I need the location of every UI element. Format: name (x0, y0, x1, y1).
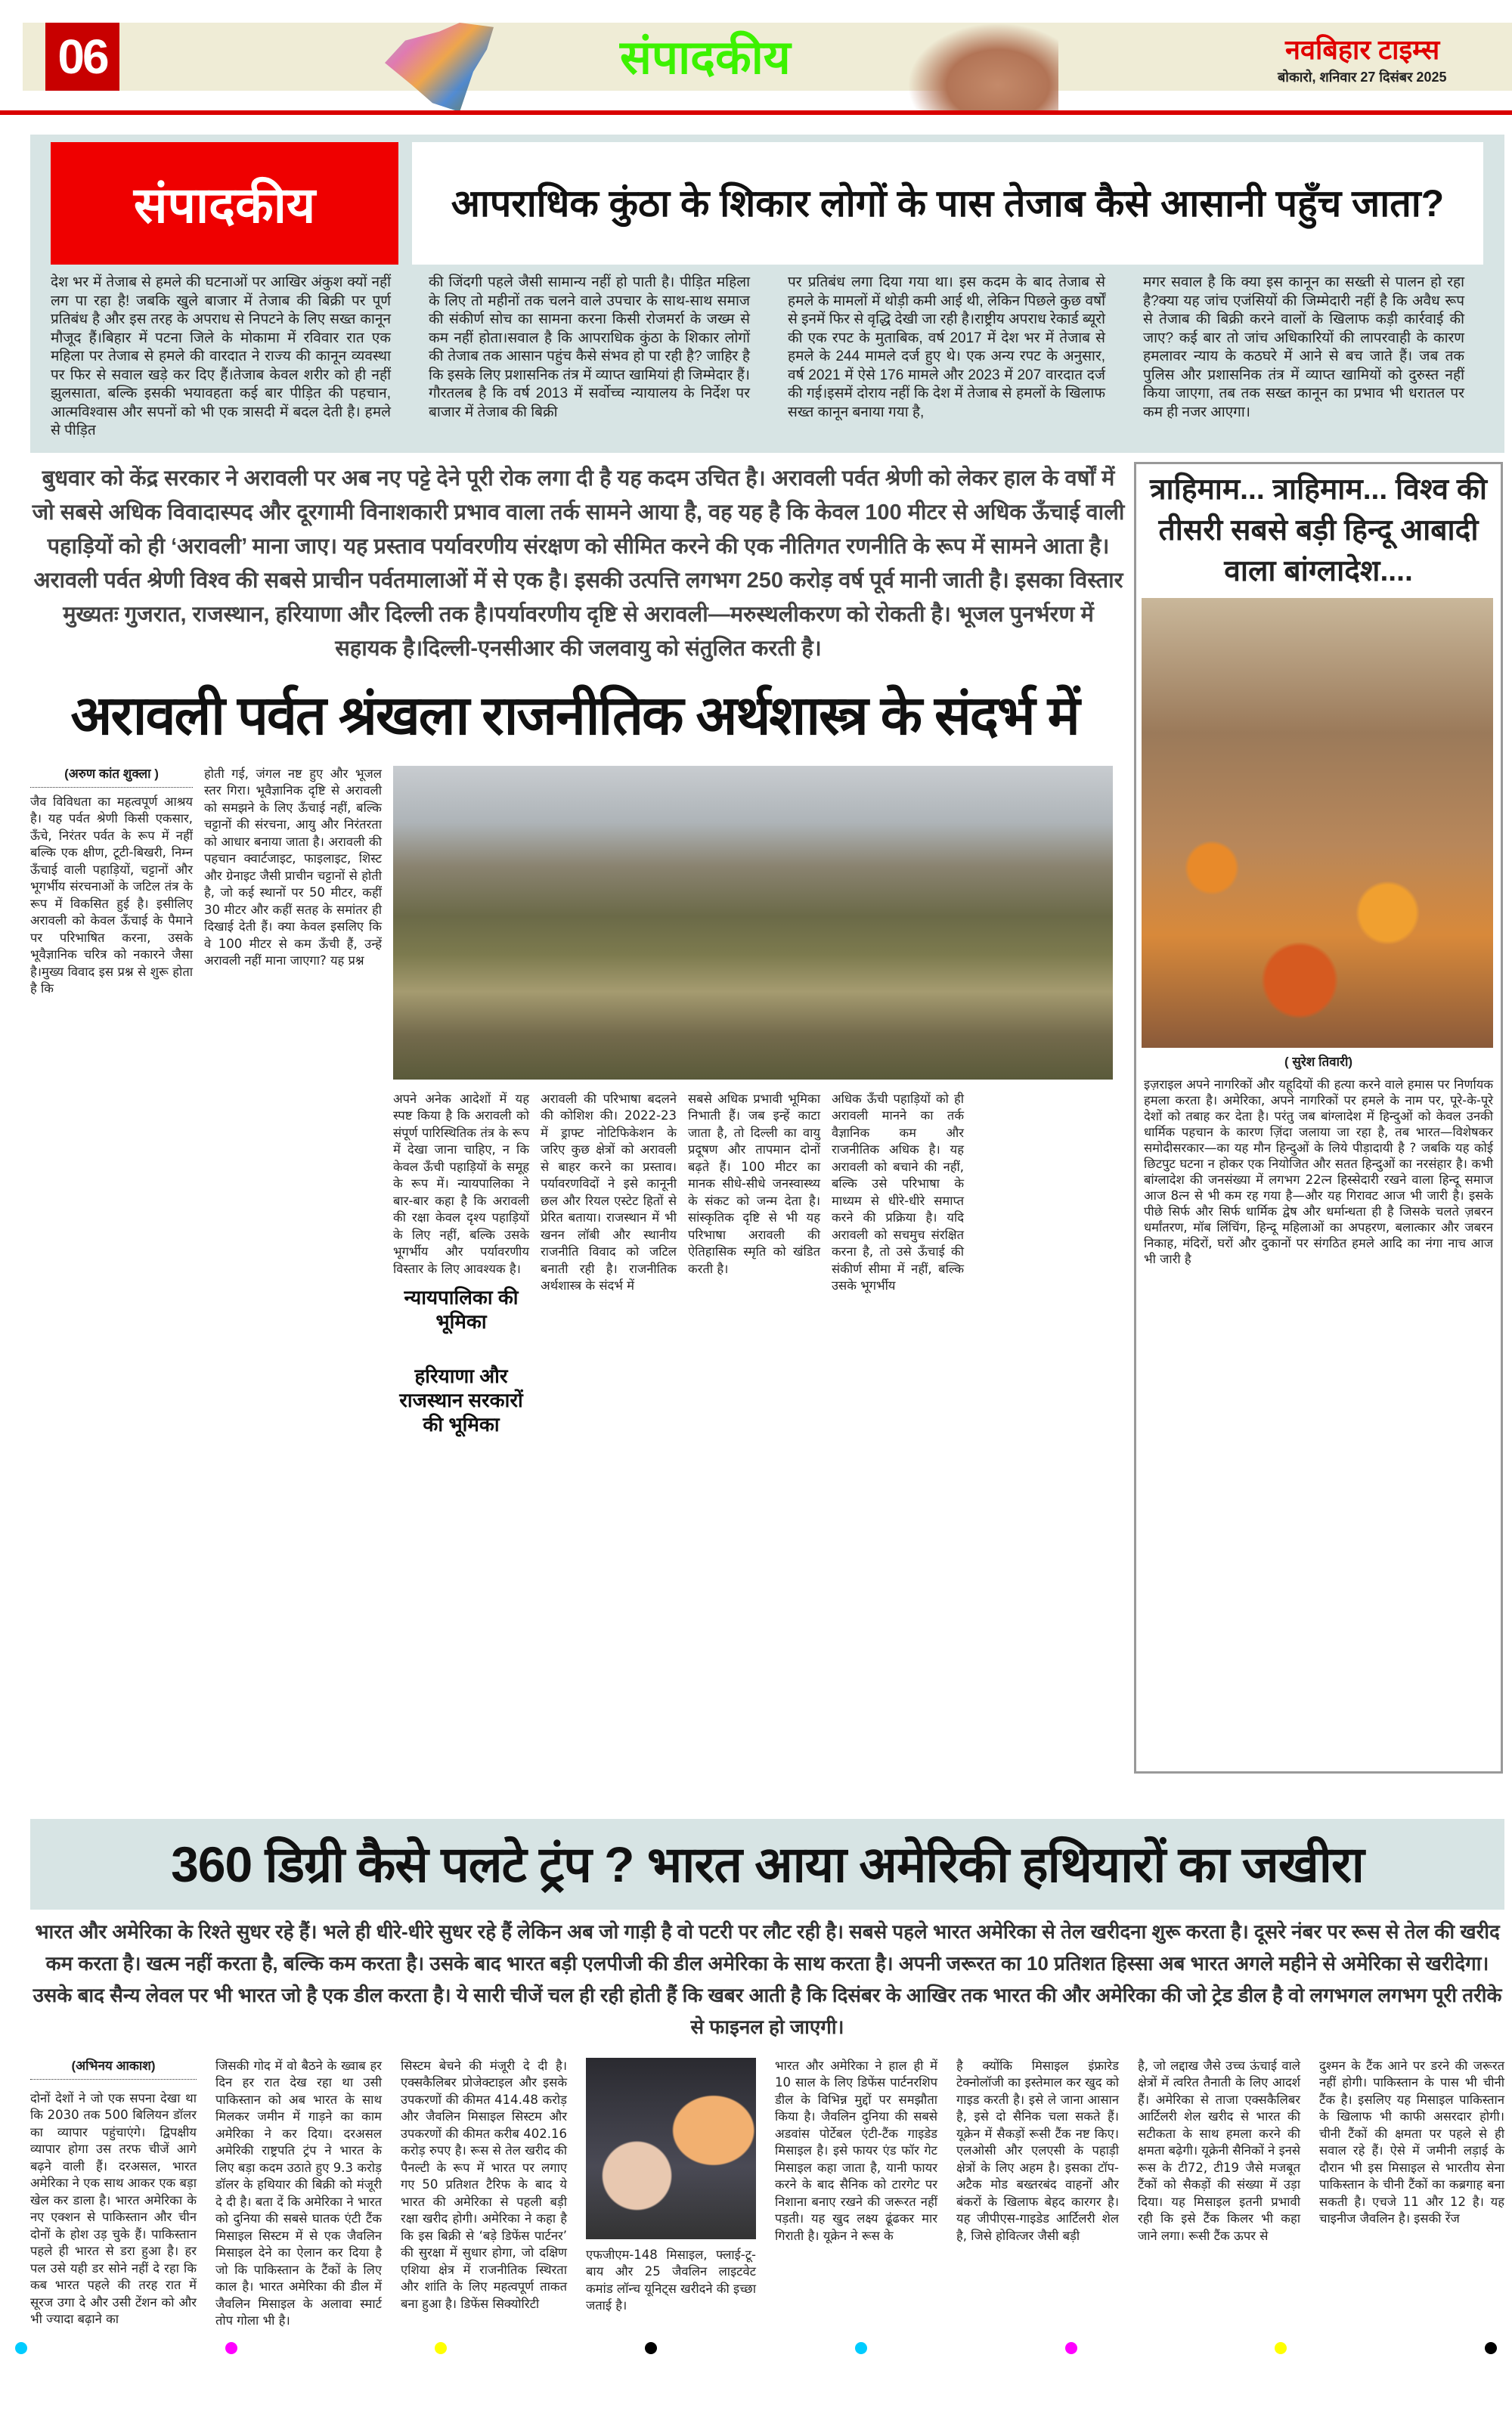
trump-byline: (अभिनय आकाश) (30, 2058, 197, 2080)
article-column: दुश्मन के टैंक आने पर डरने की जरूरत नहीं होगी। पाकिस्तान के पास भी चीनी टैंक है। इसलिए यह मिसाइल पाकिस्तान के खिलाफ भी काफी असरदार होगी। चीनी टैंकों की क्षमता पर पहले से ही सवाल रहे हैं। ऐसे में जमीनी लड़ाई के दौरान भी इस मिसाइल से भारतीय सेना पाकिस्तान के चीनी टैंकों का कब्रगाह बना सकती है। एचजे 11 और 12 है। यह चाइनीज जैवलिन है। इसकी रेंज (1319, 2058, 1504, 2226)
editorial-header-row (51, 142, 1483, 265)
article-column: सबसे अधिक प्रभावी भूमिका निभाती हैं। जब इन्हें काटा जाता है, तो दिल्ली का वायु प्रदूषण और तापमान दोनों बढ़ते हैं। 100 मीटर का मानक सीधे-सीधे जनस्वास्थ्य के संकट को जन्म देता है। सांस्कृतिक दृष्टि से भी यह परिभाषा अरावली की ऐतिहासिक स्मृति को खंडित करती है। (688, 1091, 820, 1276)
editorial-column: देश भर में तेजाब से हमले की घटनाओं पर आखिर अंकुश क्यों नहीं लग पा रहा है! जबकि खुले बाजार में तेजाब की बिक्री पर पूर्ण प्रतिबंध है और इस तरह के अपराध से निपटने के लिए सख्त कानून मौजूद हैं।बिहार में पटना जिले के मोकामा में रविवार रात एक महिला पर तेजाब से हमले की वारदात ने राज्य की कानून व्यवस्था पर फिर से सवाल खड़े कर दिए हैं।तेजाब केवल शरीर को ही नहीं झुलसाता, बल्कि इसकी भयावहता कई बार पीड़ित की पहचान, आत्मविश्वास और सपनों को भी एक त्रासदी में बदल देती है। हमले से पीड़ित (51, 274, 391, 438)
article-column: दोनों देशों ने जो एक सपना देखा था कि 2030 तक 500 बिलियन डॉलर का व्यापार पहुंचाएंगे। द्विपक्षीय व्यापार होगा उस तरफ चीजें आगे बढ़ने वाली हैं। दरअसल, भारत अमेरिका ने एक साथ आकर एक बड़ा खेल कर डाला है। भारत अमेरिका के नए एक्शन से पाकिस्तान और चीन दोनों के होश उड़ चुके हैं। पाकिस्तान पहले ही भारत से डरा हुआ है। हर पल उसे यही डर सोने नहीं दे रहा कि कब भारत पहले की तरह रात में सूरज उगा दे और उसी टेंशन को और भी ज्यादा बढ़ाने का (30, 2090, 197, 2326)
middle-section (0, 462, 1512, 1774)
aravali-byline: (अरुण कांत शुक्ला ) (30, 766, 193, 788)
subhead-states: हरियाणा और राजस्थान सरकारों की भूमिका (399, 1365, 523, 1436)
aravali-intro: बुधवार को केंद्र सरकार ने अरावली पर अब नए पट्टे देने पूरी रोक लगा दी है यह कदम उचित है। अरावली पर्वत श्रेणी को लेकर हाल के वर्षों में जो सबसे अधिक विवादास्पद और दूरगामी विनाशकारी प्रभाव वाला तर्क सामने आया है, वह यह है कि केवल 100 मीटर से अधिक ऊँचाई वाली पहाड़ियों को ही ‘अरावली’ माना जाए। यह प्रस्ताव पर्यावरणीय संरक्षण को सीमित करने की एक नीतिगत रणनीति के रूप में सामने आता है। अरावली पर्वत श्रेणी विश्व की सबसे प्राचीन पर्वतमालाओं में से एक है। इसकी उत्पत्ति लगभग 250 करोड़ वर्ष पूर्व मानी जाती है। इसका विस्तार मुख्यतः गुजरात, राजस्थान, हरियाणा और दिल्ली तक है।पर्यावरणीय दृष्टि से अरावली—मरुस्थलीकरण को रोकती है। भूजल पुनर्भरण में सहायक है।दिल्ली-एनसीआर की जलवायु को संतुलित करती है। (32, 466, 1125, 661)
editorial-headline: आपराधिक कुंठा के शिकार लोगों के पास तेजाब कैसे आसानी पहुँच जाता? (412, 142, 1483, 265)
trump-article (30, 1819, 1504, 2330)
bangladesh-article-box (1134, 462, 1503, 1774)
photo-adjacent-text: एफजीएम-148 मिसाइल, फ्लाई-टू-बाय और 25 जैवलिन लाइटवेट कमांड लॉन्च यूनिट्स खरीदने की इच्छा जताई है। (586, 2247, 756, 2313)
bangladesh-headline: त्राहिमाम... त्राहिमाम... विश्व की तीसरी सबसे बड़ी हिन्दू आबादी वाला बांग्लादेश.... (1150, 472, 1487, 587)
trump-photo-block (586, 2058, 756, 2315)
aravali-body (30, 766, 1126, 1445)
article-column: जिसकी गोद में वो बैठने के ख्वाब हर दिन हर रात देख रहा था उसी पाकिस्तान को अब भारत के साथ मिलकर जमीन में गाड़ने का काम अमेरिका ने कर दिया। दरअसल अमेरिकी राष्ट्रपति ट्रंप ने भारत के लिए बड़ा कदम उठाते हुए 9.3 करोड़ डॉलर के हथियार की बिक्री को मंजूरी दे दी है। बता दें कि अमेरिका ने भारत को दुनिया की सबसे घातक एंटी टैंक मिसाइल सिस्टम में से एक जैवलिन मिसाइल देने का ऐलान कर दिया है जो कि पाकिस्तान के टैंकों के लिए काल है। भारत अमेरिका की डील में जैवलिन मिसाइल के अलावा स्मार्ट तोप गोला भी है। (215, 2058, 382, 2328)
article-column: है, जो लद्दाख जैसे उच्च ऊंचाई वाले क्षेत्रों में त्वरित तैनाती के लिए आदर्श हैं। अमेरिका से ताजा एक्सकैलिबर आर्टिलरी शेल खरीद से भारत की सटीकता के साथ हमला करने की क्षमता बढ़ेगी। यूक्रेनी सैनिकों ने इनसे रूस के टी72, टी19 जैसे मजबूत टैंकों को सैकड़ों की संख्या में उड़ा दिया। यह मिसाइल इतनी प्रभावी रही कि इसे टैंक किलर भी कहा जाने लगा। रूसी टैंक ऊपर से (1138, 2058, 1300, 2243)
masthead-divider (0, 110, 1512, 115)
crowd-protest-photo (1142, 598, 1493, 1048)
bangladesh-body: इज़राइल अपने नागरिकों और यहूदियों की हत्या करने वाले हमास पर निर्णायक हमला करता है। अमेरिका, अपने नागरिकों पर हमले के नाम पर, पूरे-के-पूरे देशों को तबाह कर देता है। परंतु जब बांग्लादेश में हिन्दुओं को केवल उनकी धार्मिक पहचान के कारण ज़िंदा जलाया जा रहा है, तब भारत—विशेषकर समोदीसरकार—का यह मौन हिन्दुओं के लिये पीड़ादायी है ? जबकि यह कोई छिटपुट घटना न होकर एक नियोजित और सतत हिन्दुओं का नरसंहार है। कभी बांग्लादेश की जनसंख्या में लगभग 22त्न हिस्सेदारी रखने वाला हिन्दू समाज आज 8त्न से भी कम रह गया है—और यह गिरावट आज भी जारी है। इसके पीछे सिर्फ और सिर्फ धार्मिक द्वेष और धर्मान्धता ही है जिसके चलते ज़बरन धर्मांतरण, मॉब लिंचिंग, हिन्दू महिलाओं का अपहरण, बलात्कार और जबरन निकाह, मंदिरों, घरों और दुकानों पर संगठित हमले आदि का नंगा नाच आज भी जारी है (1144, 1077, 1493, 1266)
editorial-column: की जिंदगी पहले जैसी सामान्य नहीं हो पाती है। पीड़ित महिला के लिए तो महीनों तक चलने वाले उपचार के साथ-साथ समाज की संकीर्ण सोच का सामना करना किसी रोजमर्रा के जख्म से कम नहीं होता।सवाल है कि आपराधिक कुंठा के शिकार लोगों की तेजाब तक आसान पहुंच कैसे संभव हो पा रही है? जाहिर है कि इसके लिए प्रशासनिक तंत्र में व्याप्त खामियां ही जिम्मेदार हैं।गौरतलब है कि वर्ष 2013 में सर्वोच्च न्यायालय के निर्देश पर बाजार में तेजाब की बिक्री (429, 274, 750, 420)
article-column: होती गई, जंगल नष्ट हुए और भूजल स्तर गिरा। भूवैज्ञानिक दृष्टि से अरावली को समझने के लिए ऊँचाई नहीं, बल्कि चट्टानों की संरचना, आयु और निरंतरता को आधार बनाया जाता है। अरावली की पहचान क्वार्टजाइट, फाइलाइट, शिस्ट और ग्रेनाइट जैसी प्राचीन चट्टानों से होती है, जो कई स्थानों पर 50 मीटर, कहीं 30 मीटर और कहीं सतह के समांतर ही दिखाई देती हैं। क्या केवल इसलिए कि वे 100 मीटर से कम ऊँची हैं, उन्हें अरावली नहीं माना जाएगा? यह प्रश्न (204, 766, 382, 968)
aravali-article (30, 462, 1126, 1445)
editorial-panel (30, 135, 1504, 453)
masthead (0, 0, 1512, 135)
aravali-headline: अरावली पर्वत श्रंखला राजनीतिक अर्थशास्त्र के संदर्भ में (70, 685, 1079, 746)
subhead-judiciary: न्यायपालिका की भूमिका (404, 1286, 519, 1333)
aravali-byline-block (30, 766, 193, 998)
bangladesh-byline: ( सुरेश तिवारी) (1284, 1054, 1353, 1069)
trump-headline: 360 डिग्री कैसे पलटे ट्रंप ? भारत आया अमेरिकी हथियारों का जखीरा (30, 1819, 1504, 1910)
aravali-lower-column-1 (393, 1091, 529, 1445)
aravali-hills-photo (393, 766, 1113, 1080)
archer-statue-image (907, 23, 1058, 112)
article-column: जैव विविधता का महत्वपूर्ण आश्रय है। यह पर्वत श्रेणी किसी एकसार, ऊँचे, निरंतर पर्वत के रूप में नहीं बल्कि एक क्षीण, टूटी-बिखरी, निम्न ऊँचाई वाली पहाड़ियों, चट्टानों और भूगर्भीय संरचनाओं के जटिल तंत्र के रूप में विकसित हुई है। इसीलिए अरावली को केवल ऊँचाई के पैमाने पर परिभाषित करना, उसके भूवैज्ञानिक चरित्र को नकारने जैसा है।मुख्य विवाद इस प्रश्न से शुरू होता है कि (30, 794, 193, 996)
page-number: 06 (45, 23, 119, 91)
article-column: भारत और अमेरिका ने हाल ही में 10 साल के लिए डिफेंस पार्टनरशिप डील के विभिन्न मुद्दों पर समझौता किया है। जैवलिन दुनिया की सबसे अडवांस पोर्टेबल एंटी-टैंक गाइडेड मिसाइल है। इसे फायर एंड फॉर गेट मिसाइल कहा जाता है, यानी फायर करने के बाद सैनिक को टारगेट पर निशाना बनाए रखने की जरूरत नहीं पड़ती। यह खुद लक्ष्य ढूंढकर मार गिराती है। यूक्रेन ने रूस के (775, 2058, 937, 2243)
modi-trump-photo (586, 2058, 756, 2239)
trump-byline-block (30, 2058, 197, 2328)
trump-columns (30, 2058, 1504, 2330)
article-column: अधिक ऊँची पहाड़ियों को ही अरावली मानने का तर्क वैज्ञानिक कम और राजनीतिक अधिक है। यह अरावली को बचाने की नहीं, बल्कि उसे परिभाषा के माध्यम से धीरे-धीरे समाप्त करने की प्रक्रिया है। यदि अरावली को सचमुच संरक्षित करना है, तो उसे ऊँचाई की संकीर्ण सीमा में नहीं, बल्कि उसके भूगर्भीय (832, 1091, 964, 1293)
dateline: बोकारो, शनिवार 27 दिसंबर 2025 (1278, 70, 1447, 85)
aravali-photo-block (393, 766, 1113, 1445)
editorial-column: पर प्रतिबंध लगा दिया गया था। इस कदम के बाद तेजाब से हमले के मामलों में थोड़ी कमी आई थी, लेकिन पिछले कुछ वर्षों से इनमें फिर से वृद्धि देखी जा रही है।राष्ट्रीय अपराध रेकार्ड ब्यूरो की एक रपट के मुताबिक, वर्ष 2017 में देश भर में तेजाब से हमले के 244 मामले दर्ज हुए थे। एक अन्य रपट के अनुसार, वर्ष 2021 में ऐसे 176 मामले और 2023 में 207 वारदात दर्ज की गई।इसमें दोराय नहीं कि देश में तेजाब से हमलों के खिलाफ सख्त कानून बनाया गया है, (788, 274, 1105, 420)
newspaper-brand: नवबिहार टाइम्स (1285, 34, 1440, 65)
editorial-label: संपादकीय (51, 142, 398, 265)
print-registration-marks (0, 2342, 1512, 2356)
article-column: अरावली की परिभाषा बदलने की कोशिश की। 2022-23 में ड्राफ्ट नोटिफिकेशन के जरिए कुछ क्षेत्रों को अरावली से बाहर करने का प्रस्ताव। पर्यावरणविदों ने इसे कानूनी छल और रियल एस्टेट हितों से प्रेरित बताया। राजस्थान में भी खनन लॉबी और स्थानीय राजनीति विवाद को जटिल बनाती रही है। राजनीतिक अर्थशास्त्र के संदर्भ में (541, 1091, 677, 1293)
aravali-lower-columns (393, 1091, 1113, 1445)
article-column: सिस्टम बेचने की मंजूरी दे दी है। एक्सकैलिबर प्रोजेक्टाइल और इसके उपकरणों की कीमत 414.48 करोड़ और जैवलिन मिसाइल सिस्टम और उपकरणों की कीमत करीब 402.16 करोड़ रुपए है। रूस से तेल खरीद की पैनल्टी के रूप में भारत पर लगाए गए 50 प्रतिशत टैरिफ के बाद ये भारत की अमेरिका से पहली बड़ी रक्षा खरीद होगी। अमेरिका ने कहा है कि इस बिक्री से ‘बड़े डिफेंस पार्टनर’ की सुरक्षा में सुधार होगा, जो दक्षिण एशिया क्षेत्र में राजनीतिक स्थिरता और शांति के लिए महत्वपूर्ण ताकत बना हुआ है। डिफेंस सिक्योरिटी (401, 2058, 567, 2311)
editorial-column: मगर सवाल है कि क्या इस कानून का सख्ती से पालन हो रहा है?क्या यह जांच एजंसियों की जिम्मेदारी नहीं है कि अवैध रूप से तेजाब की बिक्री करने वालों के खिलाफ कड़ी कार्रवाई की जाए? कई बार तो जांच अधिकारियों की लापरवाही के कारण हमलावर न्याय के कठघरे में आने से बच जाते हैं। जब तक पुलिस और प्रशासनिक तंत्र में व्याप्त खामियों को दुरुस्त नहीं किया जाएगा, तब तक सख्त कानून का प्रभाव भी धरातल पर कम ही नजर आएगा। (1143, 274, 1464, 420)
editorial-columns (51, 274, 1483, 441)
trump-intro: भारत और अमेरिका के रिश्ते सुधर रहे हैं। भले ही धीरे-धीरे सुधर रहे हैं लेकिन अब जो गाड़ी है वो पटरी पर लौट रही है। सबसे पहले भारत अमेरिका से तेल खरीदना शुरू करता है। दूसरे नंबर पर रूस से तेल की खरीद कम करता है। खत्म नहीं करता है, बल्कि कम करता है। उसके बाद भारत बड़ी एलपीजी की डील अमेरिका के साथ करता है। अपनी जरूरत का 10 प्रतिशत हिस्सा अब भारत अगले महीने से अमेरिका से खरीदेगा। उसके बाद सैन्य लेवल पर भी भारत जो है एक डील करता है। ये सारी चीजें चल ही रही होती हैं कि खबर आती है कि दिसंबर के आखिर तक भारत की और अमेरिका की जो ट्रेड डील है वो लगभगल लगभग पूरी तरीके से फाइनल हो जाएगी। (33, 1919, 1502, 2038)
article-column: अपने अनेक आदेशों में यह स्पष्ट किया है कि अरावली को संपूर्ण पारिस्थितिक तंत्र के रूप में देखा जाना चाहिए, न कि केवल ऊँची पहाड़ियों के समूह के रूप में। न्यायपालिका ने बार-बार कहा है कि अरावली की रक्षा केवल दृश्य पहाड़ियों के लिए नहीं, बल्कि उसके भूगर्भीय और पर्यावरणीय विस्तार के लिए आवश्यक है। (393, 1091, 529, 1276)
article-column: है क्योंकि मिसाइल इंफ्रारेड टेक्नोलॉजी का इस्तेमाल कर खुद को गाइड करती है। इसे ले जाना आसान है, इसे दो सैनिक चला सकते हैं। यूक्रेन में सैकड़ों रूसी टैंक नष्ट किए। एलओसी और एलएसी के पहाड़ी क्षेत्रों के लिए अहम है। इसका टॉप-अटैक मोड बख्तरबंद वाहनों और बंकरों के खिलाफ बेहद कारगर है। यह जीपीएस-गाइडेड आर्टिलरी शेल है, जिसे होवित्जर जैसी बड़ी (956, 2058, 1119, 2243)
section-title: संपादकीय (620, 32, 791, 84)
